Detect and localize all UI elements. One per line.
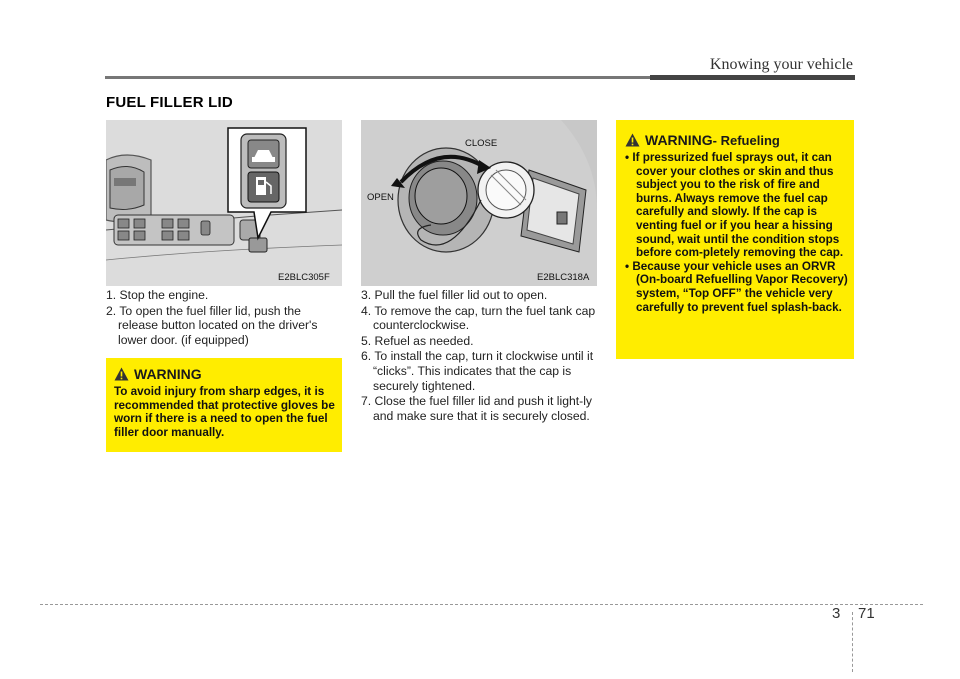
release-button-figure <box>106 120 342 286</box>
fuel-cap-figure <box>361 120 597 286</box>
step-5: 5. Refuel as needed. <box>361 333 474 348</box>
warning-triangle-icon <box>625 133 640 147</box>
warning-triangle-icon <box>114 367 129 381</box>
warning-header <box>625 132 780 148</box>
step-3: 3. Pull the fuel filler lid out to open. <box>361 288 548 302</box>
warning-subtitle: - Refueling <box>712 132 780 148</box>
step-7: 7. Close the fuel filler lid and push it light-ly and make sure that it is securely closed. <box>361 394 593 423</box>
door-panel-illustration <box>106 120 342 286</box>
warning-title: WARNING <box>645 132 713 148</box>
warning-box-doors <box>106 358 342 452</box>
warning-text: To avoid injury from sharp edges, it is recommended that protective gloves be worn if there is a need to open the fuel filler door manually. <box>114 385 335 439</box>
footer-rule <box>40 604 923 605</box>
figure-code: E2BLC305F <box>278 272 330 283</box>
warning-box-refueling <box>616 120 854 359</box>
warning-header <box>114 366 202 382</box>
warning-title: WARNING <box>134 366 202 382</box>
page-number: 71 <box>858 605 875 622</box>
figure-code: E2BLC318A <box>537 272 590 283</box>
warning-item: • If pressurized fuel sprays out, it can cover your clothes or skin and thus subject you to the risk of fire and burns. Always remove the fuel cap carefully and slowly. If the cap is venting fuel or if you hear a hissing sound, wait until the condition stops before com-pletely removing the cap. <box>625 151 844 260</box>
open-label: OPEN <box>367 192 394 203</box>
warning-list <box>625 151 848 314</box>
header-rule-accent <box>650 75 855 80</box>
footer-divider <box>852 612 853 672</box>
warning-item: • Because your vehicle uses an ORVR (On-board Refuelling Vapor Recovery) system, “Top OFF” the vehicle very carefully to prevent fuel splash-back. <box>625 259 848 314</box>
chapter-title: Knowing your vehicle <box>709 56 853 73</box>
step-1: 1. Stop the engine. <box>106 288 209 302</box>
step-4: 4. To remove the cap, turn the fuel tank cap counterclockwise. <box>361 303 596 333</box>
steps-column-2 <box>361 288 599 424</box>
steps-column-1 <box>106 288 342 348</box>
step-6: 6. To install the cap, turn it clockwise until it “clicks”. This indicates that the cap is securely tightened. <box>361 349 594 393</box>
page-chapter: 3 <box>832 605 841 622</box>
section-title: FUEL FILLER LID <box>106 94 233 111</box>
step-2: 2. To open the fuel filler lid, push the release button located on the driver's lower door. (if equipped) <box>106 303 318 347</box>
close-label: CLOSE <box>465 138 498 149</box>
